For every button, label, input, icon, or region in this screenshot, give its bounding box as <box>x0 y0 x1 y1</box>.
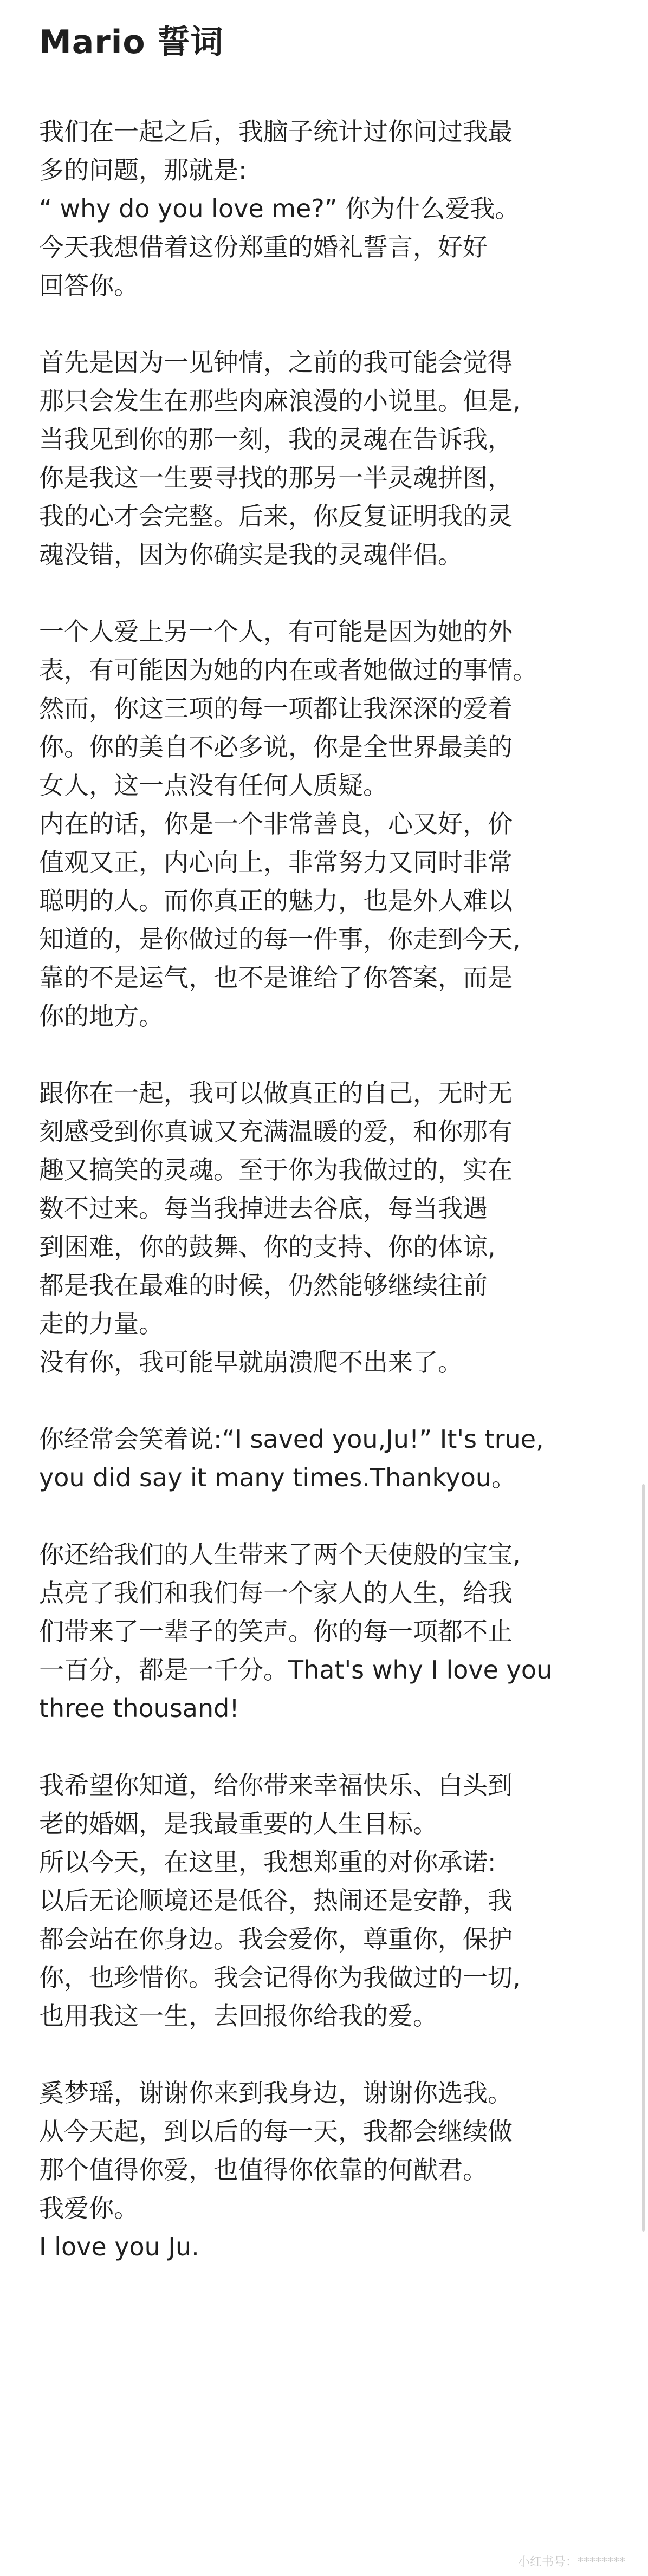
vow-line: 你。你的美自不必多说，你是全世界最美的 <box>39 732 513 762</box>
vow-line: 女人，这一点没有任何人质疑。 <box>39 771 388 800</box>
vow-line: 刻感受到你真诚又充满温暖的爱，和你那有 <box>39 1117 513 1146</box>
vow-line: 也用我这一生，去回报你给我的爱。 <box>39 2001 438 2031</box>
vow-line: 你还给我们的人生带来了两个天使般的宝宝, <box>39 1540 521 1569</box>
vow-line: 那个值得你爱，也值得你依靠的何猷君。 <box>39 2155 488 2184</box>
vow-line: 表，有可能因为她的内在或者她做过的事情。 <box>39 655 537 685</box>
vow-line: 当我见到你的那一刻，我的灵魂在告诉我， <box>39 425 513 454</box>
vow-line: 跟你在一起，我可以做真正的自己，无时无 <box>39 1078 513 1108</box>
vow-line: I love you Ju. <box>39 2232 199 2261</box>
vow-line: 我爱你。 <box>39 2194 139 2223</box>
vow-line: 你经常会笑着说:“I saved you,Ju!” It's true, <box>39 1424 544 1454</box>
vow-paragraph <box>39 1766 610 2035</box>
vow-line: 内在的话，你是一个非常善良，心又好，价 <box>39 809 513 838</box>
vow-paragraph <box>39 1074 610 1382</box>
vow-line: 到困难，你的鼓舞、你的支持、你的体谅, <box>39 1232 496 1261</box>
vow-line: 走的力量。 <box>39 1309 164 1338</box>
vow-line: 你，也珍惜你。我会记得你为我做过的一切, <box>39 1963 521 1992</box>
vow-line: 我们在一起之后，我脑子统计过你问过我最 <box>39 117 513 146</box>
vow-line: 点亮了我们和我们每一个家人的人生，给我 <box>39 1578 513 1608</box>
vow-line: 以后无论顺境还是低谷，热闹还是安静，我 <box>39 1886 513 1915</box>
vow-paragraph <box>39 613 610 1036</box>
vow-line: 我希望你知道，给你带来幸福快乐、白头到 <box>39 1771 513 1800</box>
vow-line: 我的心才会完整。后来，你反复证明我的灵 <box>39 502 513 531</box>
vow-line: 们带来了一辈子的笑声。你的每一项都不止 <box>39 1617 513 1646</box>
vow-body <box>39 113 610 2266</box>
vow-line: 你是我这一生要寻找的那另一半灵魂拼图， <box>39 463 513 492</box>
vow-line: 没有你，我可能早就崩溃爬不出来了。 <box>39 1348 463 1377</box>
page-title: Mario 誓词 <box>39 23 224 61</box>
vow-line: 然而，你这三项的每一项都让我深深的爱着 <box>39 694 513 723</box>
vow-line: three thousand! <box>39 1694 239 1723</box>
vow-line: 所以今天，在这里，我想郑重的对你承诺: <box>39 1848 496 1877</box>
scrollbar[interactable] <box>642 1484 645 2232</box>
vow-line: 你的地方。 <box>39 1001 164 1031</box>
vow-line: 趣又搞笑的灵魂。至于你为我做过的，实在 <box>39 1155 513 1185</box>
vow-line: you did say it many times.Thankyou。 <box>39 1463 517 1492</box>
vow-line: 值观又正，内心向上，非常努力又同时非常 <box>39 848 513 877</box>
vow-line: 那只会发生在那些肉麻浪漫的小说里。但是, <box>39 386 521 415</box>
vow-line: 回答你。 <box>39 271 139 300</box>
vow-line: 数不过来。每当我掉进去谷底，每当我遇 <box>39 1194 488 1223</box>
vow-line: 魂没错，因为你确实是我的灵魂伴侣。 <box>39 540 463 569</box>
vow-line: 首先是因为一见钟情，之前的我可能会觉得 <box>39 348 513 377</box>
vow-paragraph <box>39 1420 610 1497</box>
vow-line: 今天我想借着这份郑重的婚礼誓言，好好 <box>39 232 488 262</box>
vow-paragraph <box>39 2074 610 2266</box>
vow-line: 一个人爱上另一个人，有可能是因为她的外 <box>39 617 513 646</box>
vow-line: 靠的不是运气，也不是谁给了你答案，而是 <box>39 963 513 992</box>
vow-line: 知道的，是你做过的每一件事，你走到今天, <box>39 925 521 954</box>
watermark: 小红书号：******** <box>517 2555 625 2569</box>
vow-line: 从今天起，到以后的每一天，我都会继续做 <box>39 2117 513 2146</box>
vow-line: 多的问题，那就是: <box>39 155 247 185</box>
vow-line: 聪明的人。而你真正的魅力，也是外人难以 <box>39 886 513 915</box>
vow-line: 都是我在最难的时候，仍然能够继续往前 <box>39 1271 488 1300</box>
vow-line: “ why do you love me?” 你为什么爱我。 <box>39 194 520 223</box>
vow-paragraph <box>39 343 610 574</box>
vow-line: 都会站在你身边。我会爱你，尊重你，保护 <box>39 1924 513 1954</box>
vow-paragraph <box>39 113 610 305</box>
vow-line: 一百分，都是一千分。That's why I love you <box>39 1655 553 1684</box>
vow-paragraph <box>39 1536 610 1728</box>
vow-line: 奚梦瑶，谢谢你来到我身边，谢谢你选我。 <box>39 2078 513 2107</box>
vow-line: 老的婚姻，是我最重要的人生目标。 <box>39 1809 438 1838</box>
